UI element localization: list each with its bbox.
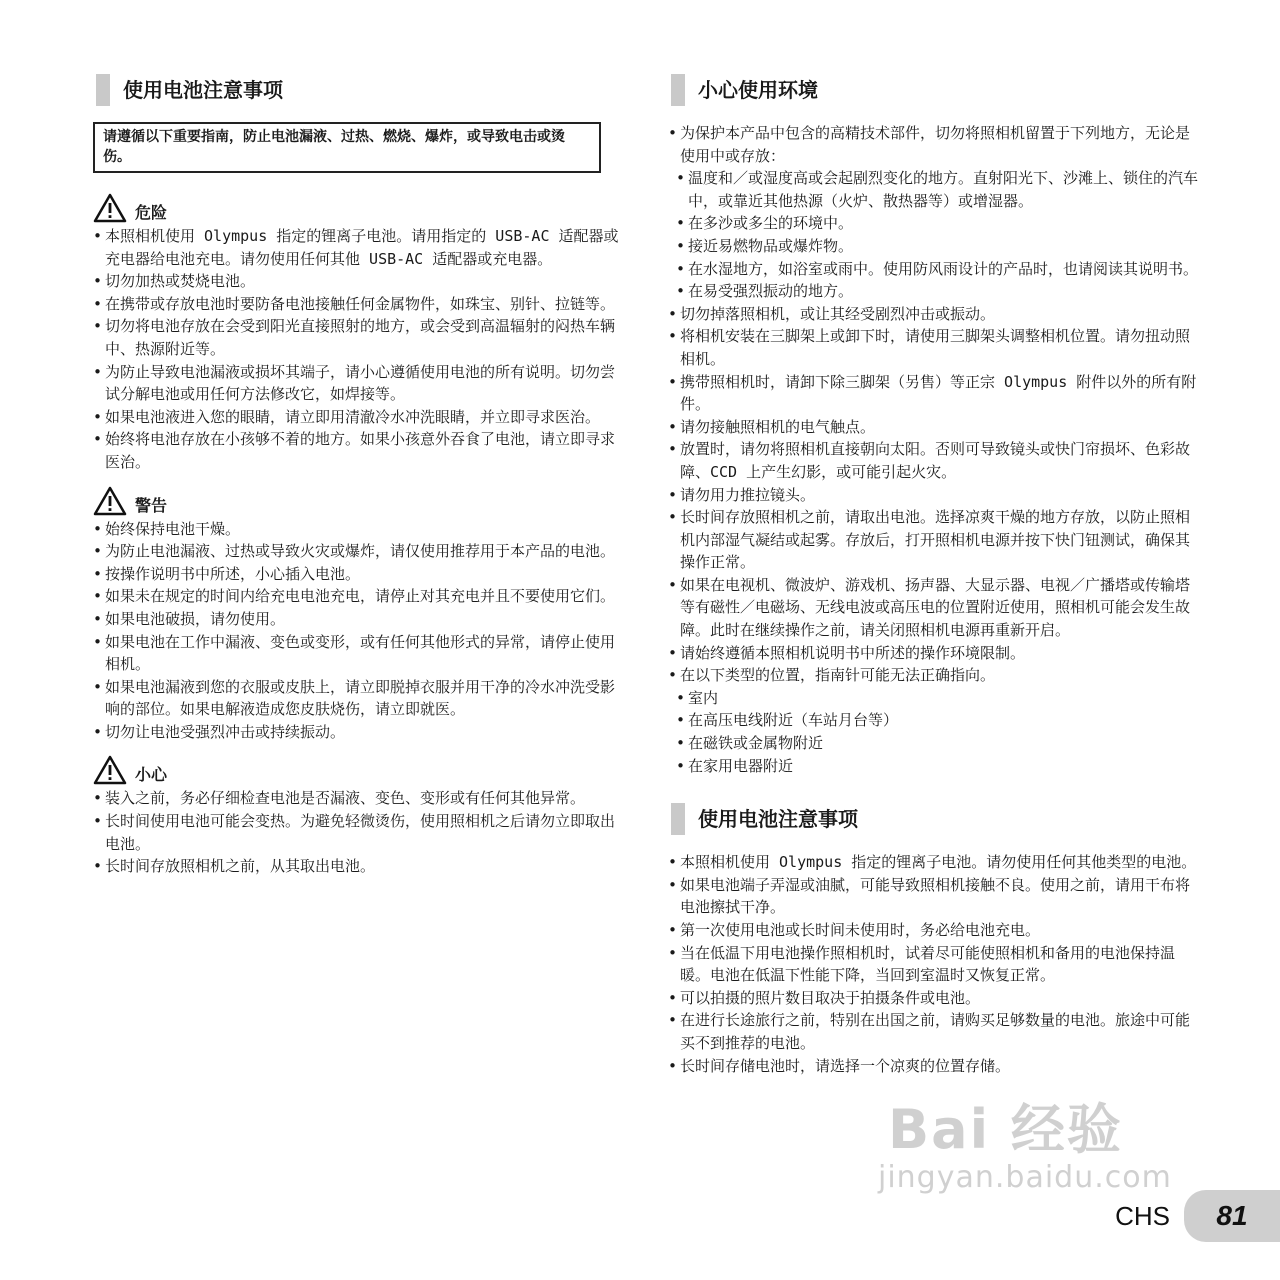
sub-list-item: • 接近易燃物品或爆炸物。 bbox=[676, 235, 1203, 258]
section-heading-text: 小心使用环境 bbox=[698, 78, 818, 102]
list-item: • 始终保持电池干燥。 bbox=[93, 518, 628, 541]
list-item: • 如果电池在工作中漏液、变色或变形，或有任何其他形式的异常，请停止使用相机。 bbox=[93, 631, 628, 676]
warning-triangle-icon bbox=[93, 193, 127, 223]
battery-usage-list bbox=[668, 851, 1203, 1077]
list-item: • 在进行长途旅行之前，特别在出国之前，请购买足够数量的电池。旅途中可能买不到推荐的电池。 bbox=[668, 1009, 1203, 1054]
list-item: • 请勿用力推拉镜头。 bbox=[668, 484, 1203, 507]
warning-triangle-icon bbox=[93, 755, 127, 785]
watermark-logo-text: Bai 经验 bbox=[888, 1098, 1123, 1161]
list-item: • 按操作说明书中所述，小心插入电池。 bbox=[93, 563, 628, 586]
danger-label: 危险 bbox=[135, 203, 168, 222]
watermark-url: jingyan.baidu.com bbox=[878, 1160, 1172, 1195]
list-item: • 本照相机使用 Olympus 指定的锂离子电池。请用指定的 USB-AC 适配器或充电器给电池充电。请勿使用任何其他 USB-AC 适配器或充电器。 bbox=[93, 225, 628, 270]
list-item: • 请始终遵循本照相机说明书中所述的操作环境限制。 bbox=[668, 642, 1203, 665]
caution-label: 小心 bbox=[135, 765, 168, 785]
list-item: • 当在低温下用电池操作照相机时，试着尽可能使照相机和备用的电池保持温暖。电池在低温下性能下降，当回到室温时又恢复正常。 bbox=[668, 942, 1203, 987]
list-item: • 放置时，请勿将照相机直接朝向太阳。否则可导致镜头或快门帘损坏、色彩故障、CCD 上产生幻影，或可能引起火灾。 bbox=[668, 438, 1203, 483]
list-item: • 请勿接触照相机的电气触点。 bbox=[668, 416, 1203, 439]
list-item: • 如果电池液进入您的眼睛，请立即用清澈冷水冲洗眼睛，并立即寻求医治。 bbox=[93, 406, 628, 429]
list-item: • 长时间存储电池时，请选择一个凉爽的位置存储。 bbox=[668, 1055, 1203, 1078]
section-heading-environment bbox=[668, 72, 1203, 108]
sub-list-item: • 在多沙或多尘的环境中。 bbox=[676, 212, 1203, 235]
left-column bbox=[93, 72, 628, 892]
list-item: • 如果未在规定的时间内给充电电池充电，请停止对其充电并且不要使用它们。 bbox=[93, 585, 628, 608]
environment-list bbox=[668, 303, 1203, 687]
section-heading-bar bbox=[96, 74, 110, 106]
section-heading-battery-usage bbox=[668, 801, 1203, 837]
caution-block bbox=[93, 757, 628, 877]
list-item: • 在携带或存放电池时要防备电池接触任何金属物件，如珠宝、别针、拉链等。 bbox=[93, 293, 628, 316]
section-heading-bar bbox=[671, 74, 685, 106]
list-item: • 装入之前，务必仔细检查电池是否漏液、变色、变形或有任何其他异常。 bbox=[93, 787, 628, 810]
environment-sub-list bbox=[668, 167, 1203, 303]
list-item: • 切勿掉落照相机，或让其经受剧烈冲击或振动。 bbox=[668, 303, 1203, 326]
compass-sub-list bbox=[668, 687, 1203, 777]
section-heading-bar bbox=[671, 803, 685, 835]
list-item: • 如果电池漏液到您的衣服或皮肤上，请立即脱掉衣服并用干净的冷水冲洗受影响的部位。如果电解液造成您皮肤烧伤，请立即就医。 bbox=[93, 676, 628, 721]
sub-list-item: • 温度和／或湿度高或会起剧烈变化的地方。直射阳光下、沙滩上、锁住的汽车中，或靠近其他热源（火炉、散热器等）或增湿器。 bbox=[676, 167, 1203, 212]
list-item: • 如果电池破损，请勿使用。 bbox=[93, 608, 628, 631]
list-item: • 切勿让电池受强烈冲击或持续振动。 bbox=[93, 721, 628, 744]
list-item: • 切勿将电池存放在会受到阳光直接照射的地方，或会受到高温辐射的闷热车辆中、热源附近等。 bbox=[93, 315, 628, 360]
list-item: • 如果在电视机、微波炉、游戏机、扬声器、大显示器、电视／广播塔或传输塔等有磁性／电磁场、无线电波或高压电的位置附近使用，照相机可能会发生故障。此时在继续操作之前，请关闭照相机电源再重新开启。 bbox=[668, 574, 1203, 642]
list-item: • 在以下类型的位置，指南针可能无法正确指向。 bbox=[668, 664, 1203, 687]
danger-heading bbox=[93, 195, 628, 223]
sub-list-item: • 在家用电器附近 bbox=[676, 755, 1203, 778]
list-item: • 携带照相机时，请卸下除三脚架（另售）等正宗 Olympus 附件以外的所有附件。 bbox=[668, 371, 1203, 416]
sub-list-item: • 在高压电线附近（车站月台等） bbox=[676, 709, 1203, 732]
list-item: • 为防止导致电池漏液或损坏其端子，请小心遵循使用电池的所有说明。切勿尝试分解电池或用任何方法修改它，如焊接等。 bbox=[93, 361, 628, 406]
section-heading-battery-precautions bbox=[93, 72, 628, 108]
list-item: • 为防止电池漏液、过热或导致火灾或爆炸，请仅使用推荐用于本产品的电池。 bbox=[93, 540, 628, 563]
sub-list-item: • 室内 bbox=[676, 687, 1203, 710]
list-item: • 本照相机使用 Olympus 指定的锂离子电池。请勿使用任何其他类型的电池。 bbox=[668, 851, 1203, 874]
warning-triangle-icon bbox=[93, 486, 127, 516]
environment-intro-list bbox=[668, 122, 1203, 167]
important-notice-box: 请遵循以下重要指南，防止电池漏液、过热、燃烧、爆炸，或导致电击或烫伤。 bbox=[93, 122, 601, 173]
sub-list-item: • 在易受强烈振动的地方。 bbox=[676, 280, 1203, 303]
list-item: • 始终将电池存放在小孩够不着的地方。如果小孩意外吞食了电池，请立即寻求医治。 bbox=[93, 428, 628, 473]
page-number: 81 bbox=[1184, 1190, 1280, 1242]
warning-label: 警告 bbox=[135, 495, 168, 515]
right-column bbox=[668, 72, 1203, 1077]
list-item: • 长时间使用电池可能会变热。为避免轻微烫伤，使用照相机之后请勿立即取出电池。 bbox=[93, 810, 628, 855]
environment-block bbox=[668, 122, 1203, 777]
section-heading-text: 使用电池注意事项 bbox=[123, 78, 283, 102]
warning-heading bbox=[93, 488, 628, 516]
section-heading-text: 使用电池注意事项 bbox=[698, 807, 858, 832]
list-item: • 将相机安装在三脚架上或卸下时，请使用三脚架头调整相机位置。请勿扭动照相机。 bbox=[668, 325, 1203, 370]
sub-list-item: • 在水湿地方，如浴室或雨中。使用防风雨设计的产品时，也请阅读其说明书。 bbox=[676, 258, 1203, 281]
list-item: • 可以拍摄的照片数目取决于拍摄条件或电池。 bbox=[668, 987, 1203, 1010]
list-item: • 切勿加热或焚烧电池。 bbox=[93, 270, 628, 293]
list-item: • 长时间存放照相机之前，从其取出电池。 bbox=[93, 855, 628, 878]
list-item: • 第一次使用电池或长时间未使用时，务必给电池充电。 bbox=[668, 919, 1203, 942]
warning-block bbox=[93, 488, 628, 744]
language-code: CHS bbox=[1115, 1200, 1170, 1231]
caution-list bbox=[93, 787, 628, 877]
caution-heading bbox=[93, 757, 628, 785]
list-item: • 长时间存放照相机之前，请取出电池。选择凉爽干燥的地方存放，以防止照相机内部湿气凝结或起雾。存放后，打开照相机电源并按下快门钮测试，确保其操作正常。 bbox=[668, 506, 1203, 574]
sub-list-item: • 在磁铁或金属物附近 bbox=[676, 732, 1203, 755]
list-item: • 如果电池端子弄湿或油腻，可能导致照相机接触不良。使用之前，请用干布将电池擦拭干净。 bbox=[668, 874, 1203, 919]
warning-list bbox=[93, 518, 628, 744]
list-item: • 为保护本产品中包含的高精技术部件，切勿将照相机留置于下列地方，无论是使用中或存放： bbox=[668, 122, 1203, 167]
danger-block bbox=[93, 195, 628, 474]
page-footer bbox=[1115, 1188, 1280, 1244]
danger-list bbox=[93, 225, 628, 474]
